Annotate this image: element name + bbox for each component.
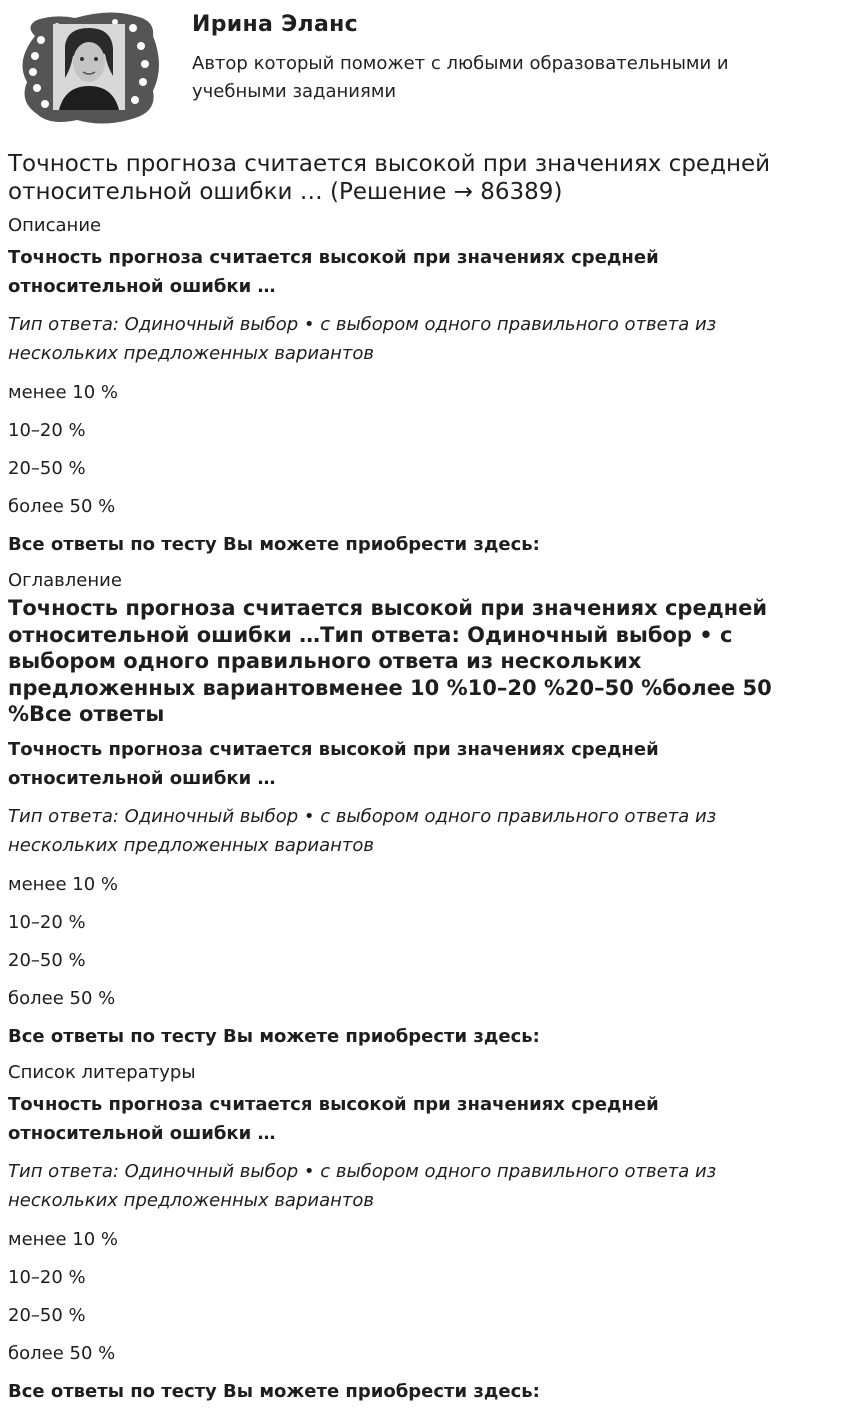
answer-option: 20–50 % xyxy=(8,949,86,971)
answer-option: менее 10 % xyxy=(8,1228,119,1250)
answer-option: 10–20 % xyxy=(8,1266,86,1288)
question-text: Точность прогноза считается высокой при значениях средней относительной ошибки … xyxy=(8,247,659,297)
answer-option: более 50 % xyxy=(8,496,116,517)
answer-option: 10–20 % xyxy=(8,911,86,933)
answer-option: более 50 % xyxy=(8,1342,116,1364)
answer-option: менее 10 % xyxy=(8,873,119,895)
author-name[interactable]: Ирина Эланс xyxy=(192,12,358,37)
buy-note: Все ответы по тесту Вы можете приобрести здесь: xyxy=(8,1380,540,1402)
answer-option: 20–50 % xyxy=(8,1304,86,1326)
question-text: Точность прогноза считается высокой при значениях средней относительной ошибки … xyxy=(8,1093,659,1144)
toc-heading: Точность прогноза считается высокой при значениях средней относительной ошибки …Тип ответа: Одиночный выбор • с выбором одного правильного ответа из нескольких предложенных вариантовменее 10 %10–20 %20–50 %более 50 %Все ответы xyxy=(8,596,772,726)
answer-type: Тип ответа: Одиночный выбор • с выбором одного правильного ответа из нескольких предложенных вариантов xyxy=(8,805,717,856)
section-label-toc: Оглавление xyxy=(8,570,122,591)
section-label-description: Описание xyxy=(8,215,102,236)
author-card xyxy=(8,0,839,138)
description-section xyxy=(8,215,839,556)
answer-option: 20–50 % xyxy=(8,458,86,479)
author-description: Автор который поможет с любыми образовательными и учебными заданиями xyxy=(192,53,729,102)
author-avatar[interactable] xyxy=(15,6,160,128)
page-title: Точность прогноза считается высокой при значениях средней относительной ошибки … (Решение → 86389) xyxy=(8,151,771,205)
literature-section xyxy=(8,1062,839,1403)
buy-note: Все ответы по тесту Вы можете приобрести здесь: xyxy=(8,1025,540,1047)
section-label-literature: Список литературы xyxy=(8,1061,196,1083)
question-text: Точность прогноза считается высокой при значениях средней относительной ошибки … xyxy=(8,738,659,789)
answer-option: менее 10 % xyxy=(8,382,119,403)
buy-note: Все ответы по тесту Вы можете приобрести здесь: xyxy=(8,534,540,555)
toc-section xyxy=(8,570,839,1048)
answer-type: Тип ответа: Одиночный выбор • с выбором одного правильного ответа из нескольких предложенных вариантов xyxy=(8,1160,717,1211)
answer-option: более 50 % xyxy=(8,987,116,1009)
answer-option: 10–20 % xyxy=(8,420,86,441)
answer-type: Тип ответа: Одиночный выбор • с выбором одного правильного ответа из нескольких предложенных вариантов xyxy=(8,314,717,364)
